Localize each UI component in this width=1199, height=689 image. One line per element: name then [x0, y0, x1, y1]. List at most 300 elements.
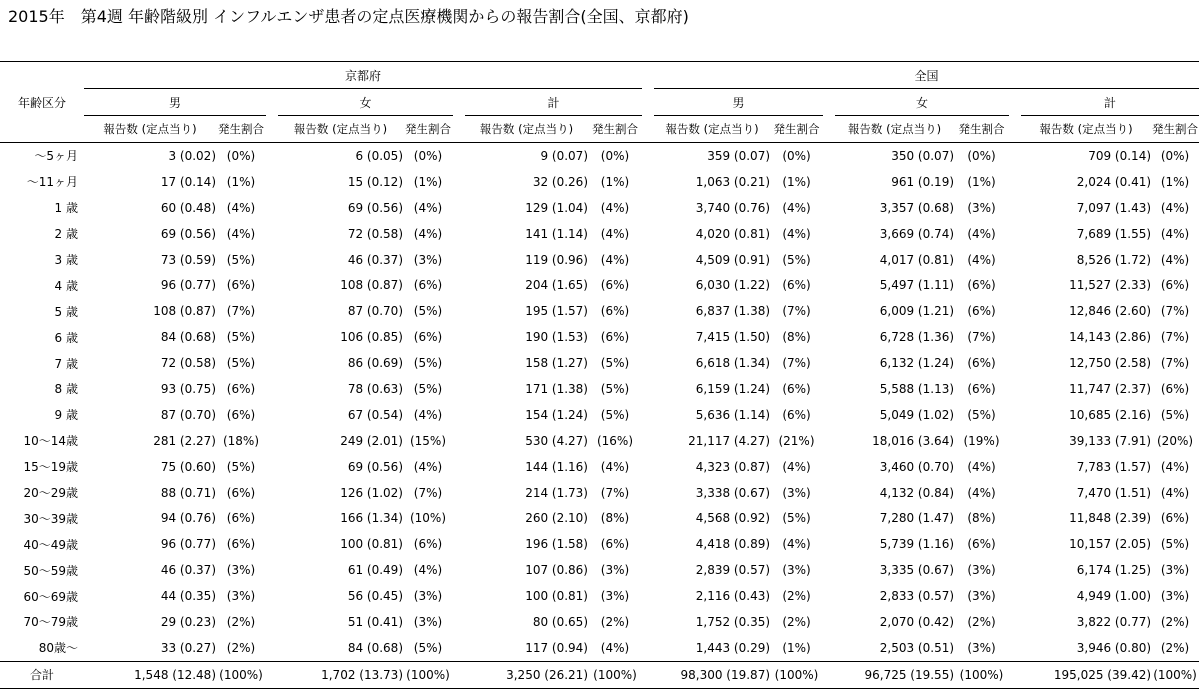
rate-cell: (4%) [600, 459, 630, 474]
count-cell: 2,116 (0.43) [695, 589, 771, 604]
rate-cell: (5%) [1160, 537, 1190, 552]
rate-cell: (21%) [778, 433, 815, 448]
rate-cell: (5%) [600, 407, 630, 422]
rate-cell: (1%) [782, 640, 811, 655]
table-row [0, 324, 1199, 350]
count-cell: 4,418 (0.89) [695, 537, 771, 552]
sex-total: 計 [465, 89, 642, 116]
rate-cell: (5%) [226, 252, 256, 267]
rate-cell: (6%) [600, 537, 630, 552]
rate-cell: (6%) [1160, 278, 1190, 293]
count-cell: 6,009 (1.21) [879, 304, 955, 319]
rate-cell: (1%) [226, 174, 256, 189]
table-row [0, 609, 1199, 635]
rate-cell: (5%) [782, 511, 811, 526]
count-cell: 106 (0.85) [340, 330, 403, 345]
count-cell: 3,740 (0.76) [695, 200, 771, 215]
rate-cell: (4%) [782, 459, 811, 474]
rate-cell: (100%) [588, 661, 642, 688]
age-cell: 8 歳 [54, 382, 78, 397]
rate-cell: (10%) [409, 511, 447, 526]
table-row [0, 221, 1199, 247]
count-cell: 10,685 (2.16) [1069, 407, 1152, 422]
count-cell: 6 (0.05) [355, 148, 403, 163]
count-cell: 51 (0.41) [347, 614, 403, 629]
count-cell: 530 (4.27) [525, 433, 588, 448]
count-cell: 7,783 (1.57) [1076, 459, 1152, 474]
count-cell: 214 (1.73) [525, 485, 588, 500]
count-cell: 5,636 (1.14) [695, 407, 771, 422]
age-cell: 1 歳 [54, 201, 78, 216]
count-cell: 7,097 (1.43) [1076, 200, 1152, 215]
rate-cell: (5%) [413, 304, 443, 319]
count-cell: 11,848 (2.39) [1069, 511, 1152, 526]
rate-cell: (1%) [967, 174, 996, 189]
rate-cell: (2%) [967, 614, 996, 629]
count-cell: 195,025 (39.42) [1021, 661, 1151, 688]
rate-cell: (0%) [967, 148, 996, 163]
rate-header: 発生割合 [216, 116, 266, 143]
rate-cell: (1%) [1160, 174, 1190, 189]
count-header: 報告数 (定点当り) [84, 116, 216, 143]
count-cell: 33 (0.27) [160, 640, 216, 655]
count-cell: 93 (0.75) [160, 381, 216, 396]
influenza-report-table [0, 61, 1199, 689]
rate-cell: (6%) [413, 330, 443, 345]
count-cell: 94 (0.76) [160, 511, 216, 526]
rate-cell: (4%) [600, 640, 630, 655]
rate-cell: (0%) [782, 148, 811, 163]
rate-cell: (5%) [413, 356, 443, 371]
count-cell: 7,470 (1.51) [1076, 485, 1152, 500]
count-cell: 11,747 (2.37) [1069, 381, 1152, 396]
age-cell: 合計 [0, 661, 84, 688]
rate-cell: (4%) [967, 252, 996, 267]
age-cell: 3 歳 [54, 253, 78, 267]
rate-cell: (2%) [226, 640, 256, 655]
sex-total: 計 [1021, 89, 1199, 116]
rate-cell: (6%) [226, 278, 256, 293]
rate-cell: (5%) [967, 407, 996, 422]
rate-cell: (5%) [226, 330, 256, 345]
rate-cell: (6%) [600, 330, 630, 345]
table-row [0, 272, 1199, 298]
count-cell: 88 (0.71) [160, 485, 216, 500]
rate-header: 発生割合 [588, 116, 642, 143]
count-cell: 3,250 (26.21) [465, 661, 588, 688]
rate-cell: (6%) [967, 537, 996, 552]
count-cell: 80 (0.65) [532, 614, 588, 629]
rate-cell: (3%) [782, 485, 811, 500]
count-cell: 129 (1.04) [525, 200, 588, 215]
rate-cell: (1%) [782, 174, 811, 189]
count-cell: 144 (1.16) [525, 459, 588, 474]
age-cell: ～11ヶ月 [26, 175, 78, 190]
count-cell: 86 (0.69) [347, 356, 403, 371]
rate-cell: (4%) [600, 252, 630, 267]
count-cell: 78 (0.63) [347, 381, 403, 396]
count-cell: 46 (0.37) [347, 252, 403, 267]
count-cell: 5,497 (1.11) [879, 278, 955, 293]
rate-cell: (6%) [226, 485, 256, 500]
rate-cell: (16%) [596, 433, 634, 448]
count-cell: 46 (0.37) [160, 563, 216, 578]
count-header: 報告数 (定点当り) [1021, 116, 1151, 143]
rate-cell: (6%) [600, 278, 630, 293]
metric-header-blank [0, 116, 84, 143]
table-row [0, 195, 1199, 221]
age-cell: 5 歳 [54, 304, 78, 319]
rate-cell: (5%) [226, 356, 256, 371]
rate-cell: (6%) [1160, 381, 1190, 396]
rate-cell: (4%) [413, 407, 443, 422]
count-cell: 3,946 (0.80) [1076, 640, 1152, 655]
table-row [0, 402, 1199, 428]
count-cell: 171 (1.38) [525, 381, 588, 396]
rate-cell: (100%) [216, 661, 266, 688]
rate-cell: (4%) [413, 226, 443, 241]
rate-cell: (6%) [967, 278, 996, 293]
rate-cell: (3%) [600, 589, 630, 604]
rate-cell: (100%) [954, 661, 1009, 688]
rate-cell: (15%) [409, 433, 447, 448]
count-cell: 108 (0.87) [153, 304, 216, 319]
count-header: 報告数 (定点当り) [835, 116, 954, 143]
rate-cell: (5%) [226, 459, 256, 474]
rate-cell: (3%) [967, 589, 996, 604]
count-cell: 3,357 (0.68) [879, 200, 955, 215]
table-row [0, 454, 1199, 480]
age-cell: 80歳～ [38, 641, 78, 656]
count-cell: 359 (0.07) [707, 148, 771, 163]
age-column-header: 年齢区分 [17, 95, 66, 110]
rate-cell: (5%) [1160, 407, 1190, 422]
count-cell: 72 (0.58) [160, 356, 216, 371]
age-cell: 7 歳 [54, 356, 78, 371]
rate-cell: (6%) [967, 304, 996, 319]
rate-cell: (3%) [967, 563, 996, 578]
count-cell: 69 (0.56) [347, 459, 403, 474]
count-cell: 84 (0.68) [347, 640, 403, 655]
count-cell: 2,070 (0.42) [879, 614, 955, 629]
rate-cell: (2%) [782, 589, 811, 604]
table-row [0, 376, 1199, 402]
count-cell: 11,527 (2.33) [1069, 278, 1152, 293]
count-cell: 6,837 (1.38) [695, 304, 771, 319]
rate-cell: (3%) [413, 589, 443, 604]
table-row [0, 298, 1199, 324]
rate-cell: (4%) [1160, 252, 1190, 267]
rate-cell: (3%) [967, 200, 996, 215]
count-cell: 6,132 (1.24) [879, 356, 955, 371]
rate-cell: (1%) [600, 174, 630, 189]
rate-cell: (0%) [413, 148, 443, 163]
count-cell: 2,839 (0.57) [695, 563, 771, 578]
count-cell: 12,750 (2.58) [1069, 356, 1152, 371]
region-kyoto: 京都府 [84, 62, 642, 89]
table-row [0, 247, 1199, 273]
metric-header-row [0, 116, 1199, 143]
rate-cell: (3%) [226, 563, 256, 578]
count-cell: 4,949 (1.00) [1076, 589, 1152, 604]
count-cell: 96 (0.77) [160, 278, 216, 293]
rate-cell: (7%) [600, 485, 630, 500]
rate-cell: (1%) [413, 174, 443, 189]
region-header-row [0, 62, 1199, 89]
count-cell: 4,568 (0.92) [695, 511, 771, 526]
rate-cell: (3%) [1160, 589, 1190, 604]
rate-cell: (2%) [600, 614, 630, 629]
rate-cell: (6%) [967, 356, 996, 371]
page-title: 2015年 第4週 年齢階級別 インフルエンザ患者の定点医療機関からの報告割合(全国、京都府) [8, 7, 689, 26]
count-cell: 5,588 (1.13) [879, 381, 955, 396]
rate-cell: (4%) [600, 200, 630, 215]
count-cell: 3,669 (0.74) [879, 226, 955, 241]
count-cell: 107 (0.86) [525, 563, 588, 578]
rate-cell: (3%) [600, 563, 630, 578]
age-cell: 30～39歳 [23, 511, 78, 526]
count-cell: 56 (0.45) [347, 589, 403, 604]
sex-header-row [0, 89, 1199, 116]
count-cell: 5,049 (1.02) [879, 407, 955, 422]
rate-cell: (8%) [967, 511, 996, 526]
count-cell: 73 (0.59) [160, 252, 216, 267]
rate-cell: (4%) [226, 226, 256, 241]
age-cell: ～5ヶ月 [34, 149, 78, 164]
table-row [0, 635, 1199, 661]
count-cell: 15 (0.12) [347, 174, 403, 189]
rate-cell: (100%) [403, 661, 453, 688]
count-cell: 14,143 (2.86) [1069, 330, 1152, 345]
table-row [0, 531, 1199, 557]
age-cell: 20～29歳 [23, 486, 78, 501]
rate-cell: (5%) [782, 252, 811, 267]
count-cell: 281 (2.27) [153, 433, 216, 448]
count-cell: 69 (0.56) [347, 200, 403, 215]
rate-cell: (7%) [1160, 356, 1190, 371]
rate-cell: (3%) [1160, 563, 1190, 578]
rate-cell: (4%) [782, 200, 811, 215]
rate-cell: (19%) [963, 433, 1000, 448]
sex-male: 男 [84, 89, 266, 116]
count-cell: 119 (0.96) [525, 252, 588, 267]
count-cell: 1,752 (0.35) [695, 614, 771, 629]
count-cell: 18,016 (3.64) [872, 433, 955, 448]
count-cell: 100 (0.81) [525, 589, 588, 604]
table-row [0, 169, 1199, 195]
count-cell: 7,415 (1.50) [695, 330, 771, 345]
count-cell: 29 (0.23) [160, 614, 216, 629]
age-cell: 10～14歳 [23, 434, 78, 449]
rate-cell: (4%) [1160, 485, 1190, 500]
count-cell: 249 (2.01) [340, 433, 403, 448]
count-cell: 2,833 (0.57) [879, 589, 955, 604]
rate-cell: (7%) [1160, 330, 1190, 345]
rate-cell: (2%) [1160, 614, 1190, 629]
rate-cell: (6%) [600, 304, 630, 319]
rate-cell: (6%) [226, 511, 256, 526]
sex-female: 女 [278, 89, 453, 116]
rate-cell: (100%) [1151, 661, 1199, 688]
table-row [0, 428, 1199, 454]
count-cell: 158 (1.27) [525, 356, 588, 371]
rate-cell: (6%) [782, 407, 811, 422]
rate-cell: (5%) [413, 640, 443, 655]
rate-cell: (3%) [967, 640, 996, 655]
count-cell: 4,323 (0.87) [695, 459, 771, 474]
rate-cell: (4%) [600, 226, 630, 241]
rate-cell: (7%) [1160, 304, 1190, 319]
table-row [0, 480, 1199, 506]
count-cell: 39,133 (7.91) [1069, 433, 1152, 448]
rate-cell: (4%) [1160, 200, 1190, 215]
count-cell: 166 (1.34) [340, 511, 403, 526]
rate-cell: (5%) [600, 356, 630, 371]
count-cell: 7,280 (1.47) [879, 511, 955, 526]
rate-cell: (4%) [413, 459, 443, 474]
rate-cell: (4%) [967, 485, 996, 500]
sex-female: 女 [835, 89, 1009, 116]
count-cell: 69 (0.56) [160, 226, 216, 241]
age-cell: 70～79歳 [23, 615, 78, 630]
rate-cell: (0%) [600, 148, 630, 163]
count-cell: 4,132 (0.84) [879, 485, 955, 500]
count-cell: 17 (0.14) [160, 174, 216, 189]
count-cell: 7,689 (1.55) [1076, 226, 1152, 241]
rate-cell: (4%) [413, 200, 443, 215]
age-cell: 9 歳 [54, 408, 78, 423]
count-cell: 1,443 (0.29) [695, 640, 771, 655]
count-cell: 3 (0.02) [168, 148, 216, 163]
rate-cell: (7%) [782, 304, 811, 319]
rate-cell: (5%) [413, 381, 443, 396]
table-row [0, 505, 1199, 531]
count-cell: 4,509 (0.91) [695, 252, 771, 267]
rate-cell: (6%) [782, 278, 811, 293]
count-cell: 21,117 (4.27) [688, 433, 771, 448]
count-cell: 44 (0.35) [160, 589, 216, 604]
rate-cell: (4%) [967, 459, 996, 474]
count-cell: 96 (0.77) [160, 537, 216, 552]
table-row [0, 350, 1199, 376]
count-cell: 87 (0.70) [347, 304, 403, 319]
count-cell: 1,063 (0.21) [695, 174, 771, 189]
rate-cell: (6%) [413, 278, 443, 293]
count-header: 報告数 (定点当り) [654, 116, 770, 143]
age-cell: 2 歳 [54, 227, 78, 242]
count-cell: 8,526 (1.72) [1076, 252, 1152, 267]
count-cell: 12,846 (2.60) [1069, 304, 1152, 319]
age-cell: 40～49歳 [23, 537, 78, 552]
rate-cell: (3%) [413, 614, 443, 629]
rate-cell: (6%) [226, 381, 256, 396]
count-cell: 72 (0.58) [347, 226, 403, 241]
count-cell: 1,702 (13.73) [278, 661, 403, 688]
rate-cell: (3%) [413, 252, 443, 267]
count-cell: 4,020 (0.81) [695, 226, 771, 241]
age-cell: 6 歳 [54, 330, 78, 345]
count-cell: 6,030 (1.22) [695, 278, 771, 293]
count-cell: 3,822 (0.77) [1076, 614, 1152, 629]
rate-cell: (6%) [226, 537, 256, 552]
age-cell: 50～59歳 [23, 563, 78, 578]
count-cell: 260 (2.10) [525, 511, 588, 526]
rate-cell: (7%) [226, 304, 256, 319]
age-cell: 60～69歳 [23, 589, 78, 604]
rate-cell: (6%) [782, 381, 811, 396]
count-cell: 108 (0.87) [340, 278, 403, 293]
count-cell: 100 (0.81) [340, 537, 403, 552]
rate-cell: (4%) [1160, 226, 1190, 241]
rate-cell: (0%) [1160, 148, 1190, 163]
count-cell: 60 (0.48) [160, 200, 216, 215]
rate-cell: (7%) [413, 485, 443, 500]
count-cell: 87 (0.70) [160, 407, 216, 422]
rate-header: 発生割合 [770, 116, 823, 143]
total-row [0, 661, 1199, 688]
count-cell: 75 (0.60) [160, 459, 216, 474]
count-cell: 709 (0.14) [1088, 148, 1152, 163]
rate-cell: (4%) [413, 563, 443, 578]
rate-cell: (4%) [226, 200, 256, 215]
rate-header: 発生割合 [954, 116, 1009, 143]
count-cell: 61 (0.49) [347, 563, 403, 578]
rate-cell: (4%) [967, 226, 996, 241]
count-cell: 3,460 (0.70) [879, 459, 955, 474]
count-cell: 96,725 (19.55) [835, 661, 954, 688]
rate-cell: (100%) [770, 661, 823, 688]
table-row [0, 583, 1199, 609]
rate-header: 発生割合 [403, 116, 453, 143]
count-cell: 154 (1.24) [525, 407, 588, 422]
count-cell: 204 (1.65) [525, 278, 588, 293]
count-cell: 195 (1.57) [525, 304, 588, 319]
count-cell: 98,300 (19.87) [654, 661, 770, 688]
rate-cell: (6%) [413, 537, 443, 552]
count-cell: 67 (0.54) [347, 407, 403, 422]
rate-cell: (7%) [967, 330, 996, 345]
count-cell: 350 (0.07) [891, 148, 955, 163]
rate-cell: (3%) [782, 563, 811, 578]
rate-cell: (18%) [222, 433, 260, 448]
count-cell: 2,503 (0.51) [879, 640, 955, 655]
count-cell: 32 (0.26) [532, 174, 588, 189]
count-cell: 9 (0.07) [540, 148, 588, 163]
rate-cell: (4%) [782, 537, 811, 552]
age-cell: 15～19歳 [23, 460, 78, 475]
count-cell: 5,739 (1.16) [879, 537, 955, 552]
count-cell: 4,017 (0.81) [879, 252, 955, 267]
rate-cell: (6%) [1160, 511, 1190, 526]
rate-cell: (4%) [1160, 459, 1190, 474]
count-cell: 117 (0.94) [525, 640, 588, 655]
sex-male: 男 [654, 89, 823, 116]
count-header: 報告数 (定点当り) [465, 116, 588, 143]
count-cell: 196 (1.58) [525, 537, 588, 552]
rate-cell: (2%) [1160, 640, 1190, 655]
age-cell: 4 歳 [54, 278, 78, 293]
count-cell: 6,618 (1.34) [695, 356, 771, 371]
rate-cell: (3%) [226, 589, 256, 604]
rate-cell: (5%) [600, 381, 630, 396]
rate-cell: (2%) [782, 614, 811, 629]
rate-cell: (4%) [782, 226, 811, 241]
count-cell: 961 (0.19) [891, 174, 955, 189]
rate-cell: (20%) [1157, 433, 1194, 448]
table-row [0, 557, 1199, 583]
count-cell: 3,335 (0.67) [879, 563, 955, 578]
count-cell: 84 (0.68) [160, 330, 216, 345]
